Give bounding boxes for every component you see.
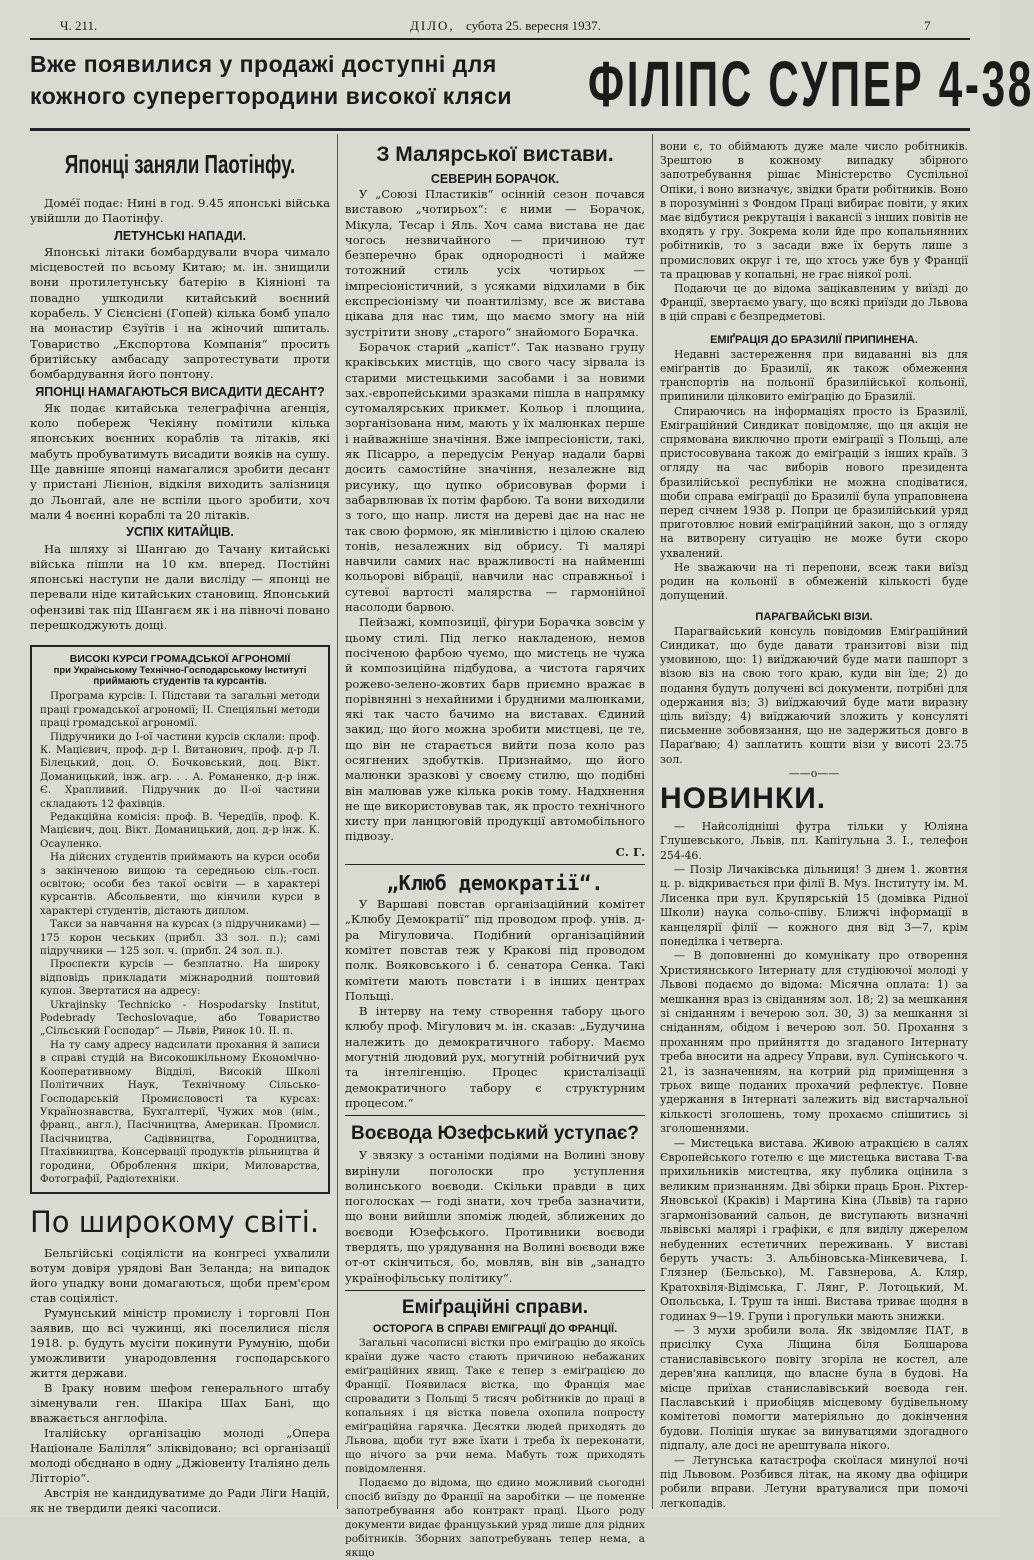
column-2 xyxy=(345,140,645,1560)
lead-paragraph: Доме́ї подає: Нині в год. 9.45 японські війська увійшли до Паотінфу. xyxy=(30,196,330,226)
article-paragraph: На шляху зі Шангаю до Тачану китайські війська пішли на 10 км. вперед. Постійні японські наступи не дали висліду — японці не перевали ніде китайських становищ. Японський офензиві так під Шангаєм як і на півночі повано перешкоджують дощі. xyxy=(30,541,330,633)
headline-voevoda: Воєвода Юзефський уступає? xyxy=(350,1123,640,1145)
article-divider xyxy=(345,864,645,865)
article-paragraph: У звязку з останіми подіями на Волині знову вирінули поголоски про уступлення волинського воєводи. Скільки правди в цих поголосках — годі знати, хоч треба зазначити, що вони вийшли зпоміж людей, зближених до воєводи Юзефського. Противники воєводи твердять, що урядування на Волині воєводи вже от-от скінчиться, бо, мовляв, він вів „занадто українофільську політику“. xyxy=(345,1148,645,1285)
article-signature: С. Г. xyxy=(615,844,645,859)
news-item: — Мистецька вистава. Живою атракцією в салях Європейського готелю є ще мистецька вистава Т-ва прихильників мистецтва, яку публика оцінила з великим признанням. Дві збірки праць Брон. Ріхтер-Яновської (Краків) і Мартина Кіна (Львів) та гарно згармонізований сальон, де виступають визначні львівські малярі і графіки, є для виділу джерелом небуденних естетичних переживань. У виставі беруть участь: З. Альбіновська-Мінкевичева, І. Глязнер (Бельсько), М. Гавзнерова, А. Кляр, Кратохвіля-Відімська, Г. Лянг, Р. Лотоцький, М. Опольська, І. Труш та інші. Вистава триває щодня в годинах 9—19. Групи і прогульки мають знижки. xyxy=(660,1136,968,1323)
column-3 xyxy=(660,140,968,1511)
notice-subheading: приймають студентів та курсантів. xyxy=(93,676,267,688)
ad-line-2: кожного суперегтородини високої кляси xyxy=(30,83,513,109)
article-paragraph: Загальні часописні вістки про еміґрацію до якоїсь країни дуже часто стають причиною небажаних еміґраційних явищ. Таке є тепер з еміґрацією до Франції. Появилася вістка, що Франція має спровадити з Польщі 5 тисяч робітників до праці в копальнях і ця вістка повела охопила попросту еміґраційна гарячка. Десятки людей приходять до Львова, щоби тут вже їхати і треба їх переконати, що нічого за рчи нема. Мабуть тож приходять повідомлення. xyxy=(345,1336,645,1475)
headline-wide-world: По широкому світі. xyxy=(30,1205,320,1240)
news-item: — В доповненні до комунікату про отворення Християнського Інтернату для студіюючої молоді у Львові подаємо до відома: Місячна оплата: 1) за мешкання враз із сніданням зол. 18; 2) за мешкання зі сніданням і вечерою зол. 30, 3) за мешкання зі сніданням, обідом і вечерою зол. 50. Прохання з проханням про прийняття до згаданого Інтернату треба вносити на адресу Управи, вул. Супінського ч. 21, із зазначенням, на котрий рід приміщення з трьох вище поданих прохачий рефлектує. Повне удержання в Інтернаті залежить від вистарчальної кількості зголошень, тому прохаємо спішитись зі зголошеннями. xyxy=(660,949,968,1136)
article-paragraph: Борачок старий „капіст“. Так названо групу краківських мистців, що свого часу зірвала із старими мистецькими засобами і за новими зах.-європейськими зразками пішла в напрямку сутомалярських прикмет. Кольор і площина, зорганізована ним, мають у їх малюнках перше і найважніше значіння. Вже імпресіоністи, такі, як Пісарро, а передусім Ренуар надали барві досить самостійне значіння, незалежне від рисунку, що цупко обрисовував форми і забарвлював їх потім фарбою. Та вони виходили з того, що напр. листя на дереві дає на нас не так свою формою, як мінливістю і цілою скалею тонів, незалежних від обрису. Ті малярі навчили самих нас вражливості на найменші кольорові вібрації, навчили нас справжньої і сутевої вартості малярства — гармонійної насолоди барвою. xyxy=(345,339,645,615)
news-paragraph: В Іраку новим шефом генерального штабу зіменували ген. Шакіра Шах Бані, що вважається англофіла. xyxy=(30,1381,330,1426)
headline-emigration: Еміґраційні справи. xyxy=(401,1296,589,1318)
headline-paotinfu: Японці заняли Паотінфу. xyxy=(64,149,296,179)
subhead-france: ОСТОРОГА В СПРАВІ ЕМІГРАЦІЇ ДО ФРАНЦІЇ. xyxy=(372,1322,618,1335)
article-paragraph: У Варшаві повстав організаційний комітет „Клюбу Демократії“ під проводом проф. унів. д-ра Мігуловича. Подібний організаційний комітет повстав теж у Кракові під проводом полк. Вояковського і б. сенатора Сенка. Такі комітети мають повстати і в інших центрах Польщі. xyxy=(345,897,645,1003)
news-item: — З мухи зробили вола. Як звідомляє ПАТ, в присілку Суха Ліщина біля Болшарова станиславівського повіту згоріла не костел, але дерев'яна каплиця, що власне була в будові. На місце приїхав станиславівський воєвода ген. Паславський і приобіцяв місцевому будівельному комітетові помогти матеріяльно до докінчення будови. Поліція шукає за винуватцями здогадного підпалу, але досі не арештувала нікого. xyxy=(660,1323,968,1453)
ad-brand-logo: ФІЛІПС СУПЕР 4-38 xyxy=(588,48,1034,120)
article-divider xyxy=(345,1290,645,1291)
paper-name: ДІЛО, xyxy=(410,18,455,33)
article-divider xyxy=(345,1115,645,1116)
article-paragraph: Як подає китайська телеграфічна агенція, коло побереж Чекіяну помітили кілька японських воєнних кораблів та літаків, які мабуть пробуватимуть висадити вояків на сушу. Ще давніше японці намагалися зробити десант у пристані Лієніон, відкіля виходить залізниця до Льонгай, але не вспіли цього зробити, хоч мали 4 воєнні кораблі та 20 літаків. xyxy=(30,400,330,522)
news-paragraph: Бельгійські соціялісти на конгресі ухвалили вотум довіря урядові Ван Зеланда; на випадок його упадку вони домагаються, щоби прем'єром став соціяліст. xyxy=(30,1246,330,1306)
article-paragraph: Пейзажі, композиції, фігури Борачка зовсім у цьому стилі. Під легко накладеною, немов посіченою фарбою чуємо, що мистець не чужа й композиційна підбудова, а чистота гарячих рожево-зелено-жовтих барв приємно вражає в порівнянні з нехайними і брудними малюнками, які так часто бачимо на виставах. Єдиний закид, що його можна зробити мистцеві, це те, що він не старається вийти поза коло раз осягнених здобутків. Признаймо, що його малюнки зразкові у своєму стилю, що подібні він малював уже кілька років тому. Надхнення не ще використовував так, як просто технічного хисту при ланцюговій продукції автомобільного підвозу. xyxy=(345,615,645,844)
notice-paragraph: Проспекти курсів — безплатно. На широку відповідь прикладати міжнародний поштовий купон. Звертатися на адресу: xyxy=(40,958,320,998)
news-item: — Найсолідніші футра тільки у Юліяна Глушевського, Львів, пл. Капітульна 3. I., телефон 254-46. xyxy=(660,819,968,862)
notice-paragraph: На дійсних студентів приймають на курси особи з закінченою вищою та середньою сіль.-госп. освітою; особи без такої освіти — в характері курсантів. Абсольвенти, що кінчили курси в характері студентів, дістають диплом. xyxy=(40,851,320,917)
notice-paragraph: Програма курсів: I. Підстави та загальні методи праці громадської агрономії; II. Спеціяльні методи праці громадської агрономії. xyxy=(40,690,320,730)
subhead-brazil: ЕМІҐРАЦІЯ ДО БРАЗИЛІЇ ПРИПИНЕНА. xyxy=(710,333,918,346)
page-number-right: 7 xyxy=(924,18,931,33)
section-separator: ——o—— xyxy=(788,766,840,780)
article-paragraph: В інтерву на тему створення табору цього клюбу проф. Мігулович м. ін. сказав: „Будучина належить до демократичного табору. Маємо могутній людовий рух, могутній робітничий рух та інтелігенцію. Процес кристалізації демократичного табору є структурним процесом.“ xyxy=(345,1004,645,1110)
article-paragraph: У „Союзі Пластиків“ осінній сезон почався виставою „чотирьох“: є ними — Борачок, Мікула, Тесар і Яль. Хоч сама вистава не дає чогось незвичайного — причиною тут безперечно брак однородності і майже тотожний стиль усіх чотирьох — імпресіоністичний, з усяками відхилами в бік експресіонізму чи поантилізму, все ж вистава цікава для нас тим, що маємо змогу на ній зустрітити знову „старого“ знайомого Борачка. xyxy=(345,187,645,339)
notice-heading: ВИСОКІ КУРСИ ГРОМАДСЬКОЇ АГРОНОМІЇ xyxy=(69,653,291,666)
subhead-paraguay: ПАРАГВАЙСЬКІ ВІЗИ. xyxy=(755,610,873,623)
article-paragraph: Подаємо до відома, що єдино можливий сьогодні спосіб виїзду до Франції на заробітки — це поменне запотребування або контракт праці. Цього роду документи видає французький уряд лише для рідних робітників. Зборних запотребувань тепер нема, а якщо xyxy=(345,1476,645,1559)
article-paragraph: Спираючись на інформаціях просто із Бразилії, Еміграційний Синдикат повідомляє, що ця акція не спрямована виключно проти еміґрації з Польщі, але пристосовувана також до еміґрацій з інших країв. З огляду на час виборів нового президента бразилійської республіки не можна сподіватися, щоби справа еміґрації до Бразилії була упраповнена перед січнем 1938 р. Попри це бразилійський уряд приготовлює новий еміґраційний закон, що з огляду на витворену ситуацію не може бути скоро ухвалений. xyxy=(660,404,968,560)
ad-rule xyxy=(30,128,970,131)
headline-novinky: НОВИНКИ. xyxy=(660,781,827,815)
notice-address: Ukrajinsky Technicko - Hospodarsky Institut, Podebrady Techoslovaque, або Товариство „Сільський Господар“ — Львів, Ринок 10. II. п. xyxy=(40,998,320,1038)
notice-subheading: при Українському Технічно-Господарському Інституті xyxy=(53,665,307,677)
article-paragraph: Подаючи це до відома зацікавленим у виїзді до Франції, звертаємо увагу, що всякі приїзди до Львова в цій справі є безпредметові. xyxy=(660,282,968,324)
news-paragraph: Італійську організацію молоді „Опера Націонале Балілля“ зліквідовано; всі організації молоді обєднано в одну „Джіовенту Італіяно дель Літторіо“. xyxy=(30,1426,330,1486)
news-item: — Позір Личаківська дільниця! З днем 1. жовтня ц. р. відкривається при філії В. Муз. Інституту ім. М. Лисенка при вул. Крупярській 15 (домівка Рідної Школи) наука сольо-співу. Ближчі інформації в канцелярії філії — кожного дня від 3—7, крім понеділка і четверга. xyxy=(660,862,968,948)
subhead-landing: ЯПОНЦІ НАМАГАЮТЬСЯ ВИСАДИТИ ДЕСАНТ? xyxy=(35,384,325,399)
notice-paragraph: Редакційна комісія: проф. В. Чередіїв, проф. К. Мацієвич, доц. Вікт. Доманицький, доц. д-р інж. К. Осауленко. xyxy=(40,810,320,850)
headline-art-exhibition: З Малярської вистави. xyxy=(376,143,614,166)
issue-date: субота 25. вересня 1937. xyxy=(466,18,601,33)
article-author: СЕВЕРИН БОРАЧОК. xyxy=(430,172,560,186)
column-divider xyxy=(337,134,338,1509)
news-item: — Летунська катастрофа скоїлася минулої ночі під Львовом. Розбився літак, на якому два офіцири робили вправи. Летуни вратувалися при помочі легкопадів. xyxy=(660,1453,968,1510)
headline-democracy-club: „Клюб демократії“. xyxy=(386,871,604,896)
notice-paragraph: Підручники до I-ої частини курсів склали: проф. К. Мацієвич, проф. д-р І. Витанович, проф. д-р Л. Білецький, доц. О. Бочковський, доц. Вікт. Доманицький, інж. агр. . . А. Романенко, д-р інж. Є. Храпливий. Підручник до II-ої частини складають 12 фахівців. xyxy=(40,730,320,810)
notice-paragraph: Такси за навчання на курсах (з підручниками) — 175 корон чеських (прибл. 33 зол. п.); самі підручники — 125 зол. ч. (прибл. 24 зол. п.). xyxy=(40,918,320,958)
news-paragraph: Румунський міністр промислу і торговлі Пон заявив, що всі чужинці, які поселилися після 1918. р. будуть мусіти покинути Румунію, щоби уможливити ународовлення господарського життя держави. xyxy=(30,1306,330,1381)
article-paragraph: вони є, то обіймають дуже мале число робітників. Зрештою в кожному випадку збірного запотребування рішає Міністерство Суспільної Опіки, і воно визначує, звідки брати робітників. Воно в порозумінні з Фондом Праці вибирає повіти, у яких має відбутися рекрутація і вакансії з інших повітів не входять у гру. Зокрема коли йде про копальнянних робітників, то з засади вже їх беруть лише з промислових округ і те, що хтось уже був у Франції та працював у копальні, не грає ніякої ролі. xyxy=(660,140,968,281)
article-paragraph: Парагвайський консуль повідомив Еміґраційний Синдикат, що буде давати транзитові візи під умовиною, що: 1) виїджаючий буде мати пашпорт з візою віз на свою того краю, куди він їде; 2) до подання будуть долучені всі документи, потрібні для одержання віз; 3) виїджаючий буде мати виразну ціль виїзду; 4) виїджаючий зложить у консуляті письменне зобовязання, що не задержиться довго в Параґваю; 4) заплатить кошти візи у висоті 23.75 зол. xyxy=(660,624,968,766)
column-1 xyxy=(30,140,330,1516)
ad-line-1: Вже появилися у продажі доступні для xyxy=(30,51,497,77)
notice-paragraph: На ту саму адресу надсилати прохання й записи в справі студій на Високошкільному Економічно-Кооперативному Відділі, Високій Школі Політичних Наук, Технічному Сільсько-Господарській Промисловості та курсах: Українознавства, Бухгалтерії, Чужих мов (нім., франц., англ.), Пасічництва, Американ. Промисл. Пасічництва, Садівництва, Городництва, Птахівництва, Консервації продуктів рільництва й городини, Оброблення шкіри, Миловарства, Фотографії, Радіотехніки. xyxy=(40,1038,320,1185)
news-paragraph: Австрія не кандидуватиме до Ради Ліги Націй, як не твердили деякі часописи. xyxy=(30,1486,330,1516)
page-number-left: Ч. 211. xyxy=(60,18,98,33)
subhead-chinese-success: УСПІХ КИТАЙЦІВ. xyxy=(126,525,234,540)
masthead-rule xyxy=(30,38,970,40)
column-divider xyxy=(652,134,653,1509)
article-paragraph: Недавні застереження при видаванні віз для еміґрантів до Бразилії, як також обмеження транспортів на польонії бразилійської кольонії, припинили цілковито еміґрацію до Бразилії. xyxy=(660,347,968,404)
article-paragraph: Японські літаки бомбардували вчора чимало місцевостей по всьому Китаю; м. ін. знищили вони протилетунську батерію в Кіяніоні та повадно ушкодили китайський воєнний корабель. У Сієнсієні (Гопей) кілька бомб упало на монастир Єзуїтів і на жіночий шпиталь. Товариство „Експортова Компанія“ просить бритійську амбасаду запротестувати проти бомбардування його понтону. xyxy=(30,244,330,382)
article-paragraph: Не зважаючи на ті перепони, всеж таки виїзд родин на кольонії в обмеженій кількості буде допущений. xyxy=(660,560,968,603)
ad-banner-text xyxy=(30,48,590,112)
subhead-air-raids: ЛЕТУНСЬКІ НАПАДИ. xyxy=(114,228,246,243)
notice-box-agronomy xyxy=(30,645,330,1194)
